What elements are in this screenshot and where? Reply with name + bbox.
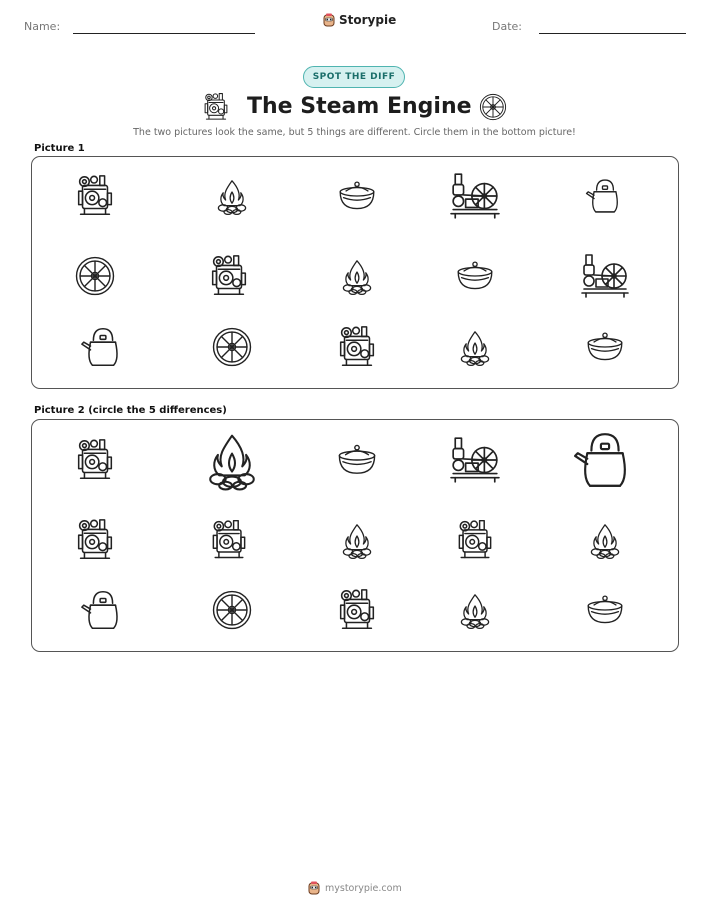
picture2-campfire-icon[interactable] bbox=[200, 428, 264, 492]
date-label: Date: bbox=[492, 20, 522, 33]
footer bbox=[308, 881, 402, 895]
picture2-label: Picture 2 (circle the 5 differences) bbox=[34, 405, 227, 416]
picture1-steam-engine-icon[interactable] bbox=[449, 170, 501, 222]
picture1-steam-engine-icon[interactable] bbox=[580, 251, 630, 301]
brand-name: Storypie bbox=[339, 13, 397, 27]
picture1-kettle-icon[interactable] bbox=[584, 175, 626, 217]
picture2-kettle-icon[interactable] bbox=[79, 586, 127, 634]
footer-mascot-icon bbox=[308, 881, 320, 895]
picture1-wheel-icon[interactable] bbox=[73, 254, 117, 298]
picture2-wheel-icon[interactable] bbox=[210, 588, 254, 632]
picture1-pot-icon[interactable] bbox=[454, 255, 496, 297]
picture1-engine-icon[interactable] bbox=[333, 323, 381, 371]
picture2-engine-icon[interactable] bbox=[71, 436, 119, 484]
name-label: Name: bbox=[24, 20, 61, 33]
title-wheel-icon bbox=[478, 92, 508, 122]
instructions: The two pictures look the same, but 5 things are different. Circle them in the bottom picture! bbox=[133, 127, 576, 138]
name-field-line[interactable] bbox=[73, 33, 255, 34]
picture1-pot-icon[interactable] bbox=[584, 326, 626, 368]
footer-url: mystorypie.com bbox=[325, 882, 402, 894]
picture1-campfire-icon[interactable] bbox=[337, 256, 377, 296]
picture2-engine-icon[interactable] bbox=[71, 516, 119, 564]
picture1-engine-icon[interactable] bbox=[71, 172, 119, 220]
picture2-engine-icon[interactable] bbox=[333, 586, 381, 634]
date-field-line[interactable] bbox=[539, 33, 686, 34]
brand-logo bbox=[323, 13, 396, 27]
picture2-pot-icon[interactable] bbox=[335, 438, 379, 482]
picture1-engine-icon[interactable] bbox=[205, 252, 253, 300]
picture1-label: Picture 1 bbox=[34, 143, 85, 154]
spot-the-diff-badge: SPOT THE DIFF bbox=[303, 66, 405, 88]
picture1-wheel-icon[interactable] bbox=[210, 325, 254, 369]
picture2-engine-icon[interactable] bbox=[206, 517, 252, 563]
page-title: The Steam Engine bbox=[247, 94, 472, 119]
picture1-kettle-icon[interactable] bbox=[79, 323, 127, 371]
picture2-kettle-icon[interactable] bbox=[571, 426, 639, 494]
picture2-steam-engine-icon[interactable] bbox=[449, 434, 501, 486]
picture1-campfire-icon[interactable] bbox=[212, 176, 252, 216]
picture2-campfire-icon[interactable] bbox=[455, 590, 495, 630]
mascot-icon bbox=[323, 13, 335, 27]
picture2-pot-icon[interactable] bbox=[584, 589, 626, 631]
picture2-campfire-icon[interactable] bbox=[585, 520, 625, 560]
picture1-pot-icon[interactable] bbox=[336, 175, 378, 217]
picture2-engine-icon[interactable] bbox=[452, 517, 498, 563]
picture2-campfire-icon[interactable] bbox=[337, 520, 377, 560]
title-engine-icon bbox=[200, 91, 232, 123]
picture1-campfire-icon[interactable] bbox=[455, 327, 495, 367]
